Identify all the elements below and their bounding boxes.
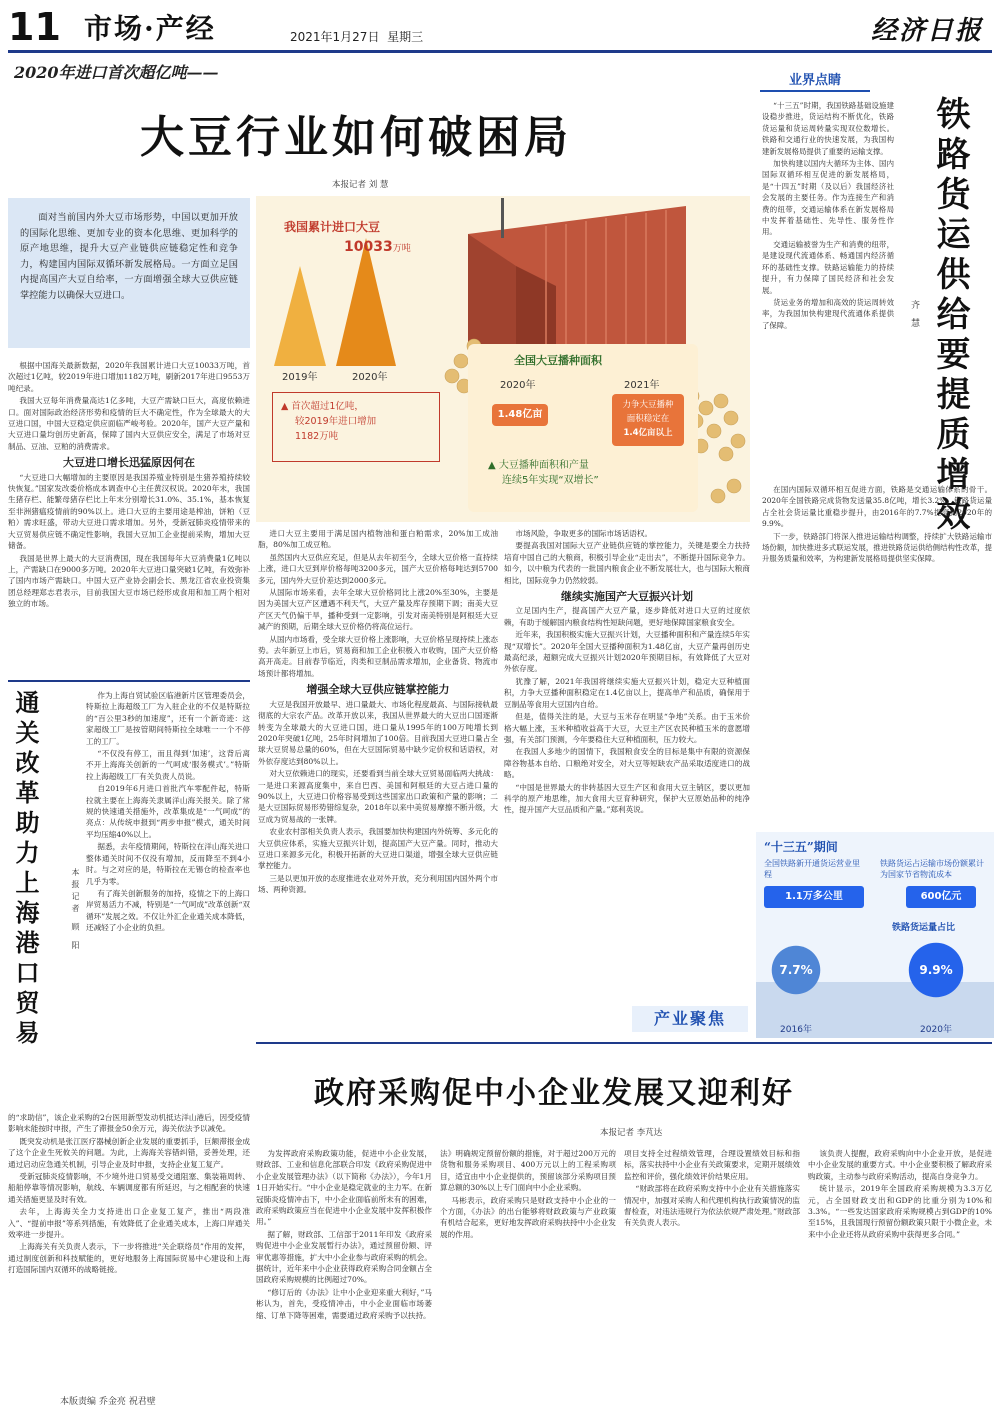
paragraph: 但是，值得关注的是，大豆与玉米存在明显“争地”关系。由于玉米价格大幅上涨，玉米种植收益高于大豆，大豆主产区农民种植玉米的意愿增强，有关部门预测，今年要稳住大豆种植面积，压力较大。 <box>504 712 750 744</box>
masthead-rule <box>8 50 992 53</box>
column-tag-industry-insight: 业界点睛 <box>760 70 870 92</box>
paragraph: 货运业务的增加和高效的货运周转效率，为我国加快构建现代流通体系提供了保障。 <box>762 297 894 330</box>
paragraph: 统计显示，2019年全国政府采购规模为3.3万亿元，占全国财政支出和GDP的比重分别为10%和3.3%。“一些发达国家政府采购规模占到GDP的10%至15%，且我国现行预留份额政策只限于小微企业，未来中小企业还将从政府采购中获得更多合同。” <box>808 1184 992 1239</box>
paragraph: 交通运输被誉为生产和消费的纽带，是建设现代流通体系、畅通国内经济循环的基础性支撑。铁路运输能力的持续提升，有力保障了国民经济和社会发展。 <box>762 239 894 295</box>
paragraph: 马彬表示，政府采购只是财政支持中小企业的一个方面，《办法》的出台能够将财政政策与产业政策有机结合起来，更好地发挥政府采购扶持中小企业发展的作用。 <box>440 1195 616 1239</box>
paragraph: 大豆是我国开放最早、进口量最大、市场化程度最高、与国际接轨最彻底的大宗农产品。改革开放以来，我国从世界最大的大豆出口国逐渐转变为全球最大的大豆进口国，进口量从1995年的100万吨增长到2020年突破1亿吨，25年时间增加了100倍。目前我国大豆进口量占全球大豆贸易总量的60%，但在大豆国际贸易中缺少定价权和话语权，对外依存度达到80%以上。 <box>258 699 498 766</box>
paragraph: 项目支持全过程绩效管理，合理设置绩效目标和指标，落实扶持中小企业有关政策要求，定期开展绩效监控和评价，强化绩效评价结果应用。 <box>624 1149 800 1181</box>
industry-focus-label: 产业聚焦 <box>653 1009 726 1028</box>
share-value-label: 7.7% <box>779 963 813 977</box>
paragraph: 受新冠肺炎疫情影响，不少境外进口贸易受交通阻塞、集装箱周转、船舶停靠等情况影响，航线、车辆调度都有所延迟，与之相配套的快速通关措施更显及时有效。 <box>8 1172 250 1204</box>
date-text: 2021年1月27日 <box>290 30 380 44</box>
paragraph: 从国内市场看，受全球大豆价格上涨影响，大豆价格呈现持续上涨态势。去年新豆上市后，贸易商和加工企业积极入市收购，国产大豆价格高开高走。目前春节临近，肉类和豆制品需求增加，企业备货、物流市场预计都将增加。 <box>258 634 498 678</box>
paragraph: 自2019年6月进口首批汽车零配件起，特斯拉就主要在上海海关隶属洋山海关报关。除了常规的快速通关措施外，改革集成是“一气呵成”的亮点：从传统申报到“两步申报”模式，通关时间平均压缩40%以上。 <box>86 784 250 839</box>
paragraph: 根据中国海关最新数据，2020年我国累计进口大豆10033万吨，首次超过1亿吨，较2019年进口增加1182万吨，刷新2017年进口9553万吨纪录。 <box>8 361 250 393</box>
share-category-label: 2020年 <box>920 1025 952 1035</box>
paragraph: 在国内国际双循环相互促进方面，铁路是交通运输体系的骨干。2020年全国铁路完成货物发送量35.8亿吨，增长3.2%，铁路货运量占全社会货运量比重稳步提升，由2016年的7.7%提高到2020年的9.9%。 <box>762 485 992 529</box>
area-title: 全国大豆播种面积 <box>514 354 602 367</box>
main-byline: 本报记者 刘 慧 <box>332 180 389 190</box>
main-col1 <box>8 360 250 611</box>
import-triangle-2020 <box>336 238 396 366</box>
bottom-article-rule <box>256 1042 992 1044</box>
area-2021-line1: 力争大豆播种 <box>622 400 674 410</box>
left-article-col2 <box>8 1112 250 1392</box>
paragraph: 该负责人提醒，政府采购向中小企业开放，是促进中小企业发展的重要方式。中小企业要积极了解政府采购政策，主动参与政府采购活动，提高自身竞争力。 <box>808 1149 992 1181</box>
paragraph: 我国是世界上最大的大豆消费国，现在我国每年大豆消费量1亿吨以上，产需缺口在9000多万吨。2020年大豆进口量突破1亿吨，有效弥补了国内市场产需缺口。中国大豆产业协会副会长、黑龙江省农业投资集团总经理郑志君表示，目前我国大豆市场已经形成食用和加工两个相对独立的市场。 <box>8 553 250 609</box>
side-article-author: 齐 慧 <box>909 300 919 330</box>
weekday-text: 星期三 <box>387 30 424 44</box>
bottom-headline: 政府采购促中小企业发展又迎利好 <box>314 1076 794 1111</box>
stat1-label: 全国铁路新开通货运营业里程 <box>764 859 860 879</box>
import-note-line2: 较2019年进口增加 <box>295 416 377 427</box>
area-year-2020: 2020年 <box>500 380 536 391</box>
paragraph: 的“求助信”，该企业采购的2台医用新型发动机抵达洋山港后，因受疫情影响未能按时申报，产生了滞报金50余万元，海关依法予以减免。 <box>8 1113 250 1134</box>
issue-date <box>290 28 423 45</box>
paragraph: “修订后的《办法》让中小企业迎来重大利好，”马彬认为，首先，受疫情冲击，中小企业面临市场萎缩、订单下降等困难，需要通过政府采购予以扶持。 <box>256 1287 432 1320</box>
paragraph: 三是以更加开放的态度推进农业对外开放，充分利用国内国外两个市场、两种资源。 <box>258 873 498 895</box>
stat1-value: 1.1万多公里 <box>764 886 864 908</box>
page-editors: 本版责编 乔金亮 祝君壁 <box>60 1397 156 1407</box>
side-article-col2 <box>762 484 992 824</box>
page-number: 11 <box>8 5 61 49</box>
lead-text: 面对当前国内外大豆市场形势，中国以更加开放的国际化思维、更加专业的资本化思维、更加科学的原产地思维，提升大豆产业链供应链稳定性和竞争力，构建国内国际双循环新发展格局。一方面立足国内提高国产大豆自给率，一方面增强全球大豆供应链掌控能力以确保大豆进口。 <box>20 212 238 301</box>
area-year-2021: 2021年 <box>624 380 660 391</box>
area-2021-line3: 1.4亿亩以上 <box>623 428 673 438</box>
triangle-bullet-icon: ▲ <box>281 401 289 412</box>
paragraph: 我国大豆每年消费量高达1亿多吨，大豆产需缺口巨大，高度依赖进口。面对国际政治经济形势和疫情的巨大不确定性，作为全球最大的大豆进口国，中国大豆稳定供应面临严峻考验。2020年，国产大豆产量和大豆进口量均创历史新高，保障了国内大豆供应安全，满足了市场对豆制品、豆油、豆粕的消费需求。 <box>8 396 250 451</box>
area-note <box>488 458 599 488</box>
paragraph: 犹豫了解，2021年我国将继续实施大豆振兴计划，稳定大豆种植面积，力争大豆播种面积稳定在1.4亿亩以上，提高单产和品质，确保用于豆制品等食用大豆国内自给。 <box>504 676 750 709</box>
stat2-value: 600亿元 <box>906 886 976 908</box>
paragraph: 虽然国内大豆供应充足，但是从去年初至今，全球大豆价格一直持续上涨，进口大豆到岸价格每吨3200多元，国产大豆价格每吨达到5700多元，国内外大豆价差达到2000多元。 <box>258 552 498 585</box>
paragraph: “十三五”时期，我国铁路基础设施建设稳步推进，货运结构不断优化，铁路货运量和货运周转量实现双位数增长。铁路和交通行业的快速发展，为我国构建新发展格局提供了重要的运输支撑。 <box>762 101 894 156</box>
import-value-unit: 万吨 <box>392 244 411 254</box>
paragraph: 上海海关有关负责人表示，下一步将推进“关企联络员”作用的发挥，通过制度创新和科技赋能的，更好地服务上海国际贸易中心建设和上海打造国际国内双循环的战略链接。 <box>8 1242 250 1275</box>
year-2020-label: 2020年 <box>352 372 388 383</box>
share-value-label: 9.9% <box>919 963 953 977</box>
section-heading: 增强全球大豆供应链掌控能力 <box>306 683 450 697</box>
share-chart <box>756 912 994 1038</box>
left-article-title: 通关改革助力上海港口贸易 <box>11 690 40 1050</box>
paragraph: “中国是世界最大的非转基因大豆生产区和食用大豆主销区，要以更加科学的原产地思维，加大食用大豆育种研究，保护大豆原始品种的纯净性，提升国产大豆品质和产量。”郑利英说。 <box>504 782 750 815</box>
masthead <box>8 5 993 49</box>
bottom-col4 <box>808 1148 992 1410</box>
area-value-2021 <box>612 394 684 446</box>
rail-stats-panel <box>756 832 994 1038</box>
paragraph: 立足国内生产，提高国产大豆产量，逐步降低对进口大豆的过度依赖，有助于缓解国内粮食结构性短缺问题，更好地保障国家粮食安全。 <box>504 606 750 627</box>
bottom-col3 <box>624 1148 800 1410</box>
import-note-line1: 首次超过1亿吨， <box>291 401 364 412</box>
import-note-line3: 1182万吨 <box>295 431 339 442</box>
paragraph: 近年来，我国积极实施大豆振兴计划，大豆播种面积和产量连续5年实现“双增长”。2020年全国大豆播种面积为1.48亿亩，大豆产量再创历史最高纪录，超额完成大豆振兴计划2020年预期目标，有效降低了大豆对外依存度。 <box>504 630 750 674</box>
paper-name-logo: 经济日报 <box>870 16 983 46</box>
year-2019-label: 2019年 <box>282 372 318 383</box>
triangle-bullet-icon: ▲ <box>488 460 496 471</box>
bottom-byline: 本报记者 李芃达 <box>600 1128 663 1138</box>
section-heading: 大豆进口增长迅猛原因何在 <box>63 456 195 470</box>
paragraph: “大豆进口大幅增加的主要原因是我国养殖业特别是生猪养殖持续较快恢复。”国家发改委价格成本调查中心主任黄汉权说。2020年末，我国生猪存栏、能繁母猪存栏比上年末分别增长31.0%、35.1%，基本恢复至非洲猪瘟疫情前的90%以上。进口大豆的主要用途是榨油，饼粕（豆粕）需求旺盛，带动大豆进口需求增加。另外，受新冠肺炎疫情带来的大豆贸易供应链不确定性影响，我国大豆加工企业提前采购，增加大豆储备。 <box>8 472 250 551</box>
main-col2 <box>258 528 498 1028</box>
left-article-rule <box>8 680 250 682</box>
paragraph: 作为上海自贸试验区临港新片区管理委员会，特斯拉上海超级工厂为入驻企业的不仅是特斯拉的“百公里3秒的加速度”，还有一个新奇迹：这家超级工厂是按管期间特斯拉全球唯一一个不停工的工厂。 <box>86 691 250 746</box>
import-value <box>344 236 411 255</box>
industry-focus-tag <box>632 1006 748 1032</box>
side-article-title: 铁路货运供给要提质增效 <box>930 96 970 536</box>
area-note-line1: 大豆播种面积和产量 <box>498 460 589 471</box>
paragraph: 要提高我国对国际大豆产业链供应链的掌控能力，关键是要全力扶持培育中国自己的大粮商，积极引导企业“走出去”，不断提升国际竞争力。如今，以中粮为代表的一批国内粮食企业不断发展壮大，也与国际大粮商相比，国际竞争力仍然较弱。 <box>504 541 750 585</box>
lead-box <box>8 198 250 348</box>
share-chart-title: 铁路货运量占比 <box>892 923 956 933</box>
rail-stats-title: “十三五”期间 <box>764 840 838 854</box>
bottom-col1 <box>256 1148 432 1410</box>
import-title: 我国累计进口大豆 <box>284 220 381 234</box>
paragraph: 从国际市场来看，去年全球大豆价格同比上涨20%至30%，主要是因为美国大豆产区遭遇不利天气，大豆产量及库存预期下调；南美大豆产区天气仍偏干旱，播种受到一定影响，引发对南美特别是阿根廷大豆减产的预期，后期全球大豆价格仍将高位运行。 <box>258 588 498 632</box>
paragraph: 进口大豆主要用于满足国内植物油和蛋白粕需求，20%加工成油脂，80%加工成豆粕。 <box>258 529 498 550</box>
paragraph: 加快构建以国内大循环为主体、国内国际双循环相互促进的新发展格局，是“十四五”时期（及以后）我国经济社会发展的主要任务。作为连接生产和消费的纽带，交通运输体系在新发展格局中发挥着基础性、先导性、服务性作用。 <box>762 159 894 237</box>
left-article-col <box>86 690 250 1110</box>
area-2021-line2: 面积稳定在 <box>626 414 670 424</box>
side-article-col <box>762 100 894 480</box>
paragraph: 农业农村部相关负责人表示，我国要加快构建国内外统筹、多元化的大豆供应体系，实施大豆振兴计划，提高国产大豆产量。同时，推动大豆进口来源多元化，积极开拓新的大豆进口渠道，增强全球大豆供应链掌控能力。 <box>258 827 498 871</box>
paragraph: 据悉，去年疫情期间，特斯拉在洋山海关进口整体通关时间不仅没有增加，反而降至不到4小时。与之对应的是，特斯拉在无锡仓的检查率也几乎为零。 <box>86 842 250 886</box>
section-name: 市场·产经 <box>84 12 216 45</box>
paragraph: 据了解，财政部、工信部于2011年印发《政府采购促进中小企业发展暂行办法》，通过预留份额、评审优惠等措施，扩大中小企业参与政府采购的机会。据统计，近年来中小企业获得政府采购合同金额占全国政府采购规模的比例超过70%。 <box>256 1229 432 1285</box>
paragraph: 下一步，铁路部门将深入推进运输结构调整，持续扩大铁路运输市场份额，加快推进多式联运发展，推进铁路货运供给侧结构性改革，提升服务质量和效率，为构建新发展格局提供坚实保障。 <box>762 531 992 564</box>
paragraph: 法》明确规定预留份额的措施，对于超过200万元的货物和服务采购项目、400万元以上的工程采购项目，适宜由中小企业提供的，预留该部分采购项目预算总额的30%以上专门面向中小企业采购。 <box>440 1149 616 1193</box>
paragraph: 为发挥政府采购政策功能，促进中小企业发展，财政部、工业和信息化部联合印发《政府采购促进中小企业发展管理办法》（以下简称《办法》），今年1月1日开始实行。“中小企业是稳定就业的主力军。在新冠肺炎疫情冲击下，中小企业面临前所未有的困难，政府采购政策应当在促进中小企业发展中发挥积极作用。” <box>256 1149 432 1227</box>
section-heading: 继续实施国产大豆振兴计划 <box>561 590 693 604</box>
stat2-label: 铁路货运占运输市场份额累计为国家节省物流成本 <box>880 859 984 879</box>
import-triangle-2019 <box>274 266 326 366</box>
paragraph: 在我国人多地少的国情下，我国粮食安全的目标是集中有限的资源保障谷物基本自给、口粮绝对安全，对大豆等短缺农产品采取适度进口的战略。 <box>504 747 750 780</box>
paragraph: 去年，上海海关全力支持进出口企业复工复产，推出“两段准入”、“提前申报”等系列措施，有效降低了企业通关成本，上海口岸通关效率进一步提升。 <box>8 1207 250 1240</box>
area-value-2020: 1.48亿亩 <box>492 404 548 426</box>
paragraph: 对大豆依赖进口的现实，还要看到当前全球大豆贸易面临两大挑战：一是进口来源高度集中，来自巴西、美国和阿根廷的大豆占进口量的90%以上，大豆进口价格容易受到这些国家出口政策和产量的影响；二是大豆国际贸易形势错综复杂，2018年以来中美贸易摩擦不断升级，大豆成为贸易战的一张牌。 <box>258 769 498 824</box>
paragraph: 既突发动机是张江医疗器械创新企业发展的重要抓手，巨额滞报金成了这个企业生死攸关的问题。为此，上海海关容错纠错，妥善处理，还通过启动应急通关机制，引导企业及时申报，支持企业复工复产。 <box>8 1136 250 1169</box>
share-category-label: 2016年 <box>780 1025 812 1035</box>
paragraph: 有了海关创新服务的加持，疫情之下的上海口岸贸易活力不减，特别是“一气呵成”改革创新“双循环”发展之效。不仅让外汇企业通关成本降低，还减轻了小企业的负担。 <box>86 888 250 933</box>
paragraph: 市场风险，争取更多的国际市场话语权。 <box>515 529 653 538</box>
kicker: 2020年进口首次超亿吨—— <box>14 63 219 82</box>
soybean-infographic <box>256 196 750 522</box>
main-headline: 大豆行业如何破困局 <box>140 112 572 163</box>
paragraph: “不仅没有停工，而且得到‘加速’，这背后离不开上海海关创新的一气呵成‘服务模式’。”特斯拉上海超级工厂有关负责人员说。 <box>86 749 250 781</box>
paragraph: “财政部将在政府采购支持中小企业有关措施落实情况中，加强对采购人和代理机构执行政策情况的监督检查，对违法违规行为依法依规严肃处理。”财政部有关负责人表示。 <box>624 1184 800 1228</box>
area-note-line2: 连续5年实现“双增长” <box>502 475 599 486</box>
main-col3 <box>504 528 750 1028</box>
left-article-byline: 本报记者 顾 阳 <box>71 868 80 954</box>
import-note <box>272 392 440 462</box>
import-value-number: 10033 <box>344 239 393 255</box>
bottom-col2 <box>440 1148 616 1410</box>
